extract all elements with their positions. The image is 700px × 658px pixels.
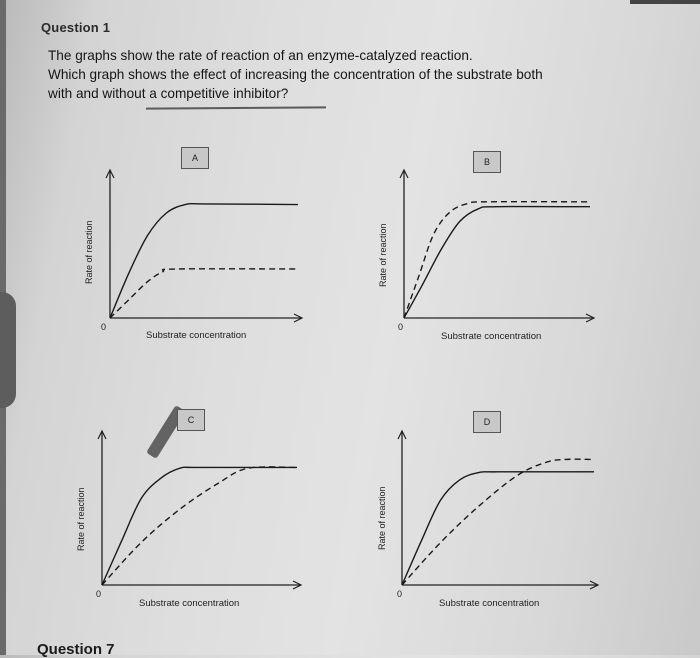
chart-d-label: D (473, 411, 501, 433)
chart-b-xlabel: Substrate concentration (441, 331, 542, 342)
series-dashed-line (402, 459, 594, 585)
chart-b-ylabel: Rate of reaction (378, 223, 388, 287)
chart-b-origin: 0 (398, 322, 404, 332)
chart-c-label: C (177, 409, 205, 431)
chart-c-ylabel: Rate of reaction (76, 487, 86, 551)
chart-d-origin: 0 (397, 589, 403, 599)
series-solid-line (402, 472, 594, 585)
question-line-3: with and without a competitive inhibitor? (48, 86, 289, 101)
chart-d-ylabel: Rate of reaction (377, 486, 387, 550)
question-line-2: Which graph shows the effect of increasing the concentration of the substrate both (48, 67, 543, 82)
chart-a-origin: 0 (101, 322, 107, 332)
chart-b-label: B (473, 151, 501, 173)
question-line-1: The graphs show the rate of reaction of an enzyme-catalyzed reaction. (48, 48, 473, 63)
chart-a-ylabel: Rate of reaction (84, 220, 94, 284)
chart-a-xlabel: Substrate concentration (146, 330, 247, 341)
question-title: Question 1 (41, 20, 111, 35)
chart-d-xlabel: Substrate concentration (439, 598, 540, 609)
chart-c-origin: 0 (96, 589, 102, 599)
chart-c-xlabel: Substrate concentration (139, 598, 240, 609)
chart-a-label: A (181, 147, 209, 169)
next-question-title: Question 7 (37, 641, 115, 658)
